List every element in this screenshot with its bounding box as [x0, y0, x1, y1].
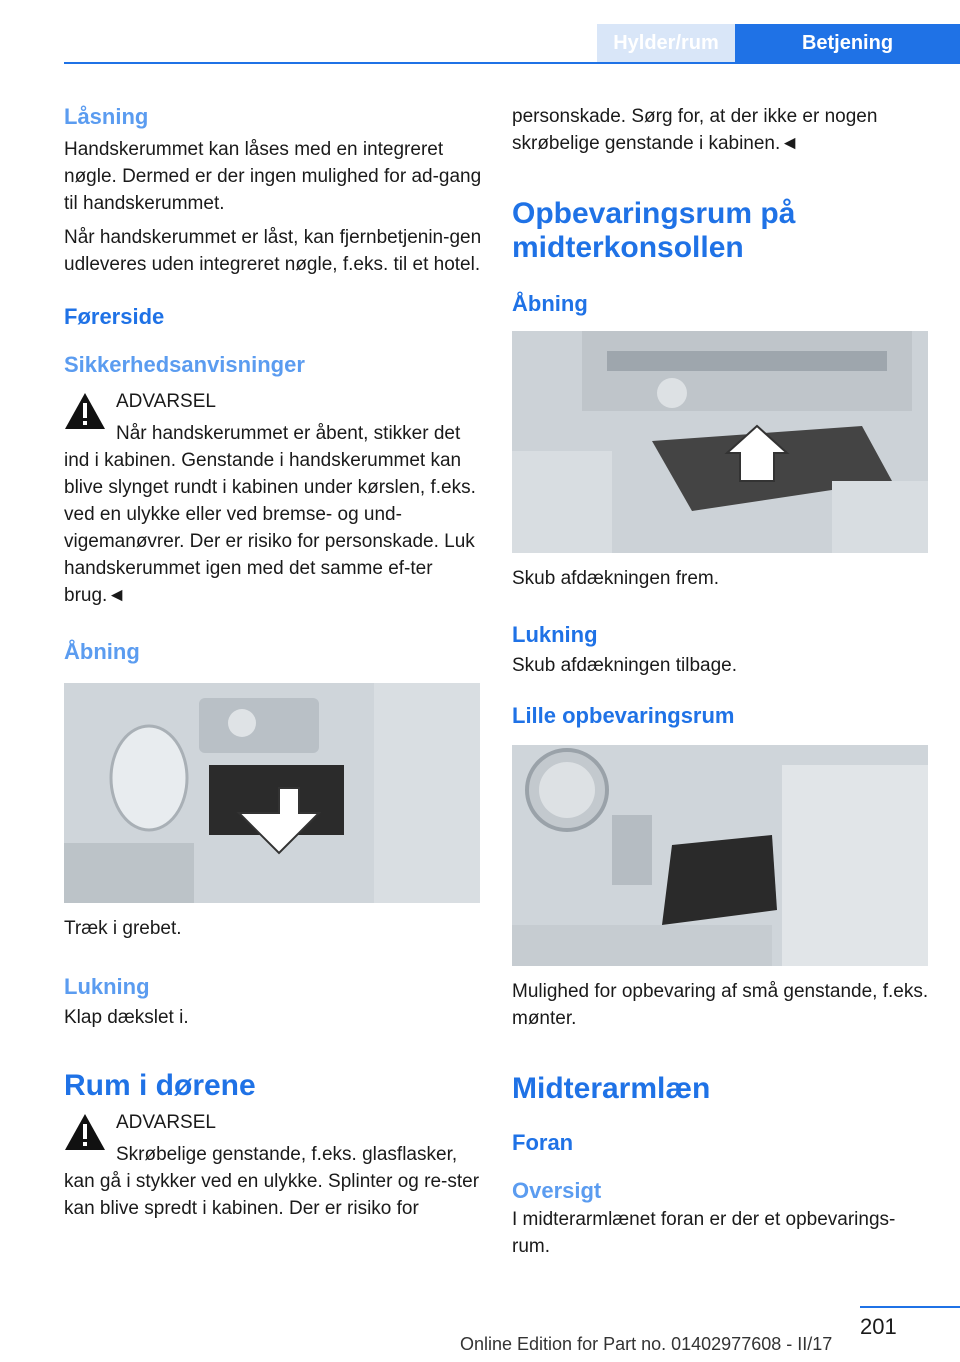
caption-lille: Mulighed for opbevaring af små genstande, f.eks. mønter.	[512, 981, 929, 1029]
heading-foran: Foran	[512, 1130, 574, 1155]
para-oversigt: I midterarmlænet foran er der et opbevarings-rum.	[512, 1209, 896, 1257]
warning-1-text: Når handskerummet er åbent, stikker det ind i kabinen. Genstande i handskerummet kan blive slynget rundt i kabinen under kørslen, f.eks. ved en ulykke eller ved bremse- og und-vigemanøvrer. Der er risiko for personskade. Luk handskerummet igen med det samme ef-ter brug.◄	[64, 423, 476, 606]
figure-glovebox-open	[64, 683, 480, 903]
warning-block-1	[64, 388, 482, 609]
warning-block-2	[64, 1109, 482, 1222]
header-rule	[64, 62, 960, 64]
edition-note: Online Edition for Part no. 01402977608 - II/17	[460, 1334, 833, 1354]
tab-section: Hylder/rum	[597, 24, 735, 62]
para-lasning-2: Når handskerummet er låst, kan fjernbetjenin-gen udleveres uden integreret nøgle, f.eks. til et hotel.	[64, 227, 482, 275]
warning-triangle-icon	[64, 392, 106, 430]
heading-lukning-right: Lukning	[512, 622, 598, 647]
heading-lukning-left: Lukning	[64, 974, 150, 999]
caption-abning-left: Træk i grebet.	[64, 918, 182, 939]
para-lukning-left: Klap dækslet i.	[64, 1007, 189, 1028]
figure-console-open	[512, 331, 928, 553]
tab-chapter: Betjening	[735, 24, 960, 62]
heading-midterarmlaen: Midterarmlæn	[512, 1072, 711, 1105]
heading-opbevaringsrum: Opbevaringsrum på midterkonsollen	[512, 197, 796, 264]
heading-oversigt: Oversigt	[512, 1178, 602, 1203]
heading-lasning: Låsning	[64, 104, 149, 129]
heading-forerside: Førerside	[64, 304, 165, 329]
footer-rule	[860, 1306, 960, 1308]
warning-1-title: ADVARSEL	[116, 391, 216, 412]
para-lukning-right: Skub afdækningen tilbage.	[512, 655, 737, 676]
heading-rum-doerene: Rum i dørene	[64, 1069, 256, 1102]
warning-triangle-icon	[64, 1113, 106, 1151]
figure-small-compartment	[512, 745, 928, 966]
heading-sikkerhed: Sikkerhedsanvisninger	[64, 352, 305, 377]
heading-abning-right: Åbning	[512, 291, 588, 316]
warning-2-text: Skrøbelige genstande, f.eks. glasflasker, kan gå i stykker ved en ulykke. Splinter og re-ster kan blive spredt i kabinen. Der er risiko for	[64, 1144, 480, 1219]
right-column	[512, 100, 930, 1260]
para-continuation: personskade. Sørg for, at der ikke er nogen skrøbelige genstande i kabinen.◄	[512, 106, 878, 154]
warning-2-title: ADVARSEL	[116, 1112, 216, 1133]
heading-abning-left: Åbning	[64, 639, 140, 664]
caption-abning-right: Skub afdækningen frem.	[512, 568, 720, 589]
left-column	[64, 100, 482, 1222]
para-lasning-1: Handskerummet kan låses med en integreret nøgle. Dermed er der ingen mulighed for ad-gang til handskerummet.	[64, 139, 482, 214]
page-number: 201	[860, 1314, 897, 1339]
heading-lille-opbevaringsrum: Lille opbevaringsrum	[512, 703, 735, 728]
